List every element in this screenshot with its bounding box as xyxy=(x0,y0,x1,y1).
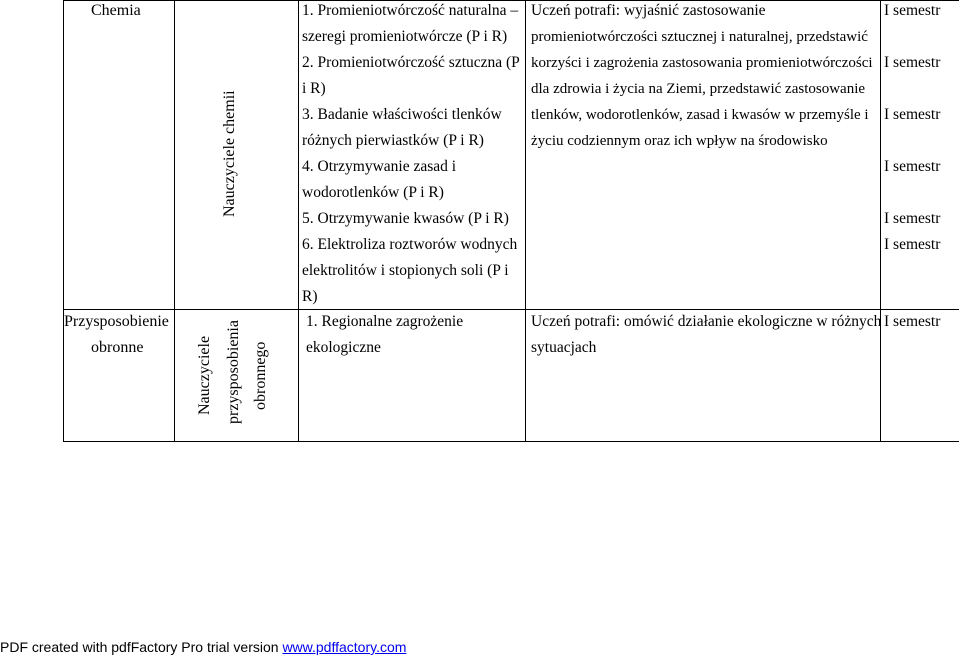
goal-line: dla zdrowia i życia na Ziemi, przedstawić zastosowanie xyxy=(531,81,866,97)
semester-label: I semestr xyxy=(884,54,941,71)
topic-line: 3. Badanie właściwości tlenków xyxy=(302,106,502,123)
subject-cell: Chemia xyxy=(91,2,141,19)
goal-line: Uczeń potrafi: omówić działanie ekologiczne w różnych xyxy=(531,313,882,330)
goal-line: korzyści i zagrożenia zastosowania promieniotwórczości xyxy=(531,55,873,71)
topic-line: 1. Promieniotwórczość naturalna – xyxy=(302,2,519,19)
goal-line: tlenków, wodorotlenków, zasad i kwasów w przemyśle i xyxy=(531,107,869,123)
teacher-line: Nauczyciele xyxy=(196,335,213,415)
goal-line: promieniotwórczości sztucznej i naturalnej, przedstawić xyxy=(531,29,868,45)
semester-label: I semestr xyxy=(884,106,941,123)
semester-label: I semestr xyxy=(884,2,941,19)
subject-line: obronne xyxy=(91,339,144,356)
topic-line: elektrolitów i stopionych soli (P i xyxy=(302,262,509,279)
topic-line: R) xyxy=(302,288,318,305)
goal-line: sytuacjach xyxy=(531,339,597,356)
topic-line: 2. Promieniotwórczość sztuczna (P xyxy=(302,54,520,71)
semester-label: I semestr xyxy=(884,158,941,175)
teacher-cell: Nauczyciele chemii xyxy=(221,90,238,217)
semester-label: I semestr xyxy=(884,236,941,253)
teacher-line: obronnego xyxy=(252,341,269,410)
footer-link[interactable]: www.pdffactory.com xyxy=(282,639,407,655)
topic-line: 1. Regionalne zagrożenie xyxy=(306,313,464,330)
topic-line: i R) xyxy=(302,80,326,97)
topic-line: szeregi promieniotwórcze (P i R) xyxy=(302,28,508,45)
topic-line: 4. Otrzymywanie zasad i xyxy=(302,158,457,175)
teacher-line: przysposobienia xyxy=(225,320,242,424)
subject-line: Przysposobienie xyxy=(64,313,169,330)
topic-line: różnych pierwiastków (P i R) xyxy=(302,132,484,149)
goal-line: życiu codziennym oraz ich wpływ na środowisko xyxy=(531,133,828,149)
goal-line: Uczeń potrafi: wyjaśnić zastosowanie xyxy=(531,2,766,19)
semester-label: I semestr xyxy=(884,313,941,330)
topic-line: 6. Elektroliza roztworów wodnych xyxy=(302,236,518,253)
topic-line: ekologiczne xyxy=(306,339,381,356)
footer-text: PDF created with pdfFactory Pro trial version xyxy=(0,639,283,655)
semester-label: I semestr xyxy=(884,210,941,227)
pdf-footer xyxy=(0,639,960,658)
topic-line: 5. Otrzymywanie kwasów (P i R) xyxy=(302,210,509,227)
topic-line: wodorotlenków (P i R) xyxy=(302,184,444,201)
